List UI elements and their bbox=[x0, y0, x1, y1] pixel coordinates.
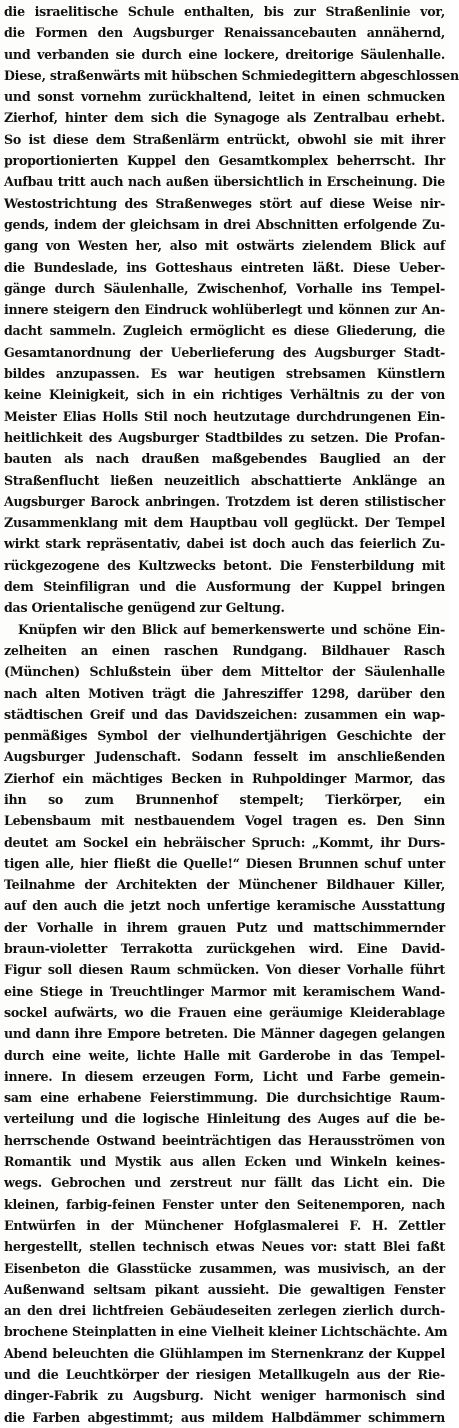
text-line: penmäßiges Symbol der vielhundertjährigen Geschichte der bbox=[4, 728, 445, 744]
text-line: bauten als nach draußen maßgebendes Bauglied an der bbox=[4, 451, 445, 467]
text-line: und die Leuchtkörper der riesigen Metallkugeln aus der Rie- bbox=[4, 1367, 445, 1382]
text-line: und verbanden sie durch eine lockere, dreitorige Säulenhalle. bbox=[4, 46, 445, 62]
text-line: nach alten Motiven trägt die Jahresziffer 1298, darüber den bbox=[4, 685, 445, 701]
text-line: Entwürfen in der Münchener Hofglasmalerei F. H. Zettler bbox=[4, 1217, 445, 1233]
text-line: Zierhof ein mächtiges Becken in Ruhpoldinger Marmor, das bbox=[4, 770, 445, 786]
text-line: hergestellt, stellen technisch etwas Neues vor: statt Blei faßt bbox=[4, 1239, 445, 1255]
text-line: auf den auch die jetzt noch unfertige keramische Ausstattung bbox=[4, 898, 445, 914]
text-line: gänge durch Säulenhalle, Zwischenhof, Vorhalle ins Tempel- bbox=[4, 280, 445, 296]
text-line: und dann ihre Empore betreten. Die Männer dagegen gelangen bbox=[4, 1026, 445, 1042]
text-line: keine Kleinigkeit, sich in ein richtiges Verhältnis zu der von bbox=[4, 387, 445, 403]
text-line: Knüpfen wir den Blick auf bemerkenswerte und schöne Ein- bbox=[18, 621, 445, 637]
text-line: Zusammenklang mit dem Hauptbau voll geglückt. Der Tempel bbox=[4, 515, 445, 531]
text-line: Diese, straßenwärts mit hübschen Schmiedegittern abgeschlossen bbox=[4, 67, 459, 83]
text-line: verteilung und die logische Hinleitung des Auges auf die be- bbox=[4, 1111, 445, 1127]
text-line: Teilnahme der Architekten der Münchener Bildhauer Killer, bbox=[4, 877, 445, 893]
text-line: bildes anzupassen. Es war heutigen strebsamen Künstlern bbox=[4, 366, 445, 382]
text-line: Außenwand seltsam pikant aussieht. Die gewaltigen Fenster bbox=[4, 1281, 445, 1297]
text-line: Augsburger Judenschaft. Sodann fesselt im anschließenden bbox=[4, 749, 445, 765]
text-line: gends, indem der gleichsam in drei Abschnitten erfolgende Zu- bbox=[4, 216, 445, 232]
text-line: heitlichkeit des Augsburger Stadtbildes zu setzen. Die Profan- bbox=[4, 429, 445, 445]
text-line: die Formen den Augsburger Renaissancebauten annähernd, bbox=[4, 25, 445, 41]
text-line: eine Stiege in Treuchtlinger Marmor mit keramischem Wand- bbox=[4, 983, 445, 999]
text-line: Gesamtanordnung der Ueberlieferung des Augsburger Stadt- bbox=[4, 344, 445, 360]
text-line: dacht sammeln. Zugleich ermöglicht es diese Gliederung, die bbox=[4, 323, 445, 339]
text-line: die Bundeslade, ins Gotteshaus eintreten läßt. Diese Ueber- bbox=[4, 259, 445, 275]
text-line: das Orientalische genügend zur Geltung. bbox=[4, 600, 285, 616]
text-line: Augsburger Barock anbringen. Trotzdem ist deren stilistischer bbox=[4, 493, 445, 509]
text-line: Straßenflucht ließen neuzeitlich abschattierte Anklänge an bbox=[4, 472, 445, 488]
text-line: an den drei lichtfreien Gebäudeseiten zerlegen zierlich durch- bbox=[4, 1303, 445, 1319]
text-line: innere steigern den Eindruck wohlüberlegt und können zur An- bbox=[4, 302, 445, 318]
text-line: und sonst vornehm zurückhaltend, leitet in einen schmucken bbox=[4, 89, 445, 105]
text-line: wirkt stark repräsentativ, dabei ist doch auch das feierlich Zu- bbox=[4, 536, 445, 552]
text-line: Figur soll diesen Raum schmücken. Von dieser Vorhalle führt bbox=[4, 962, 445, 978]
text-line: dem Steinfiligran und die Ausformung der Kuppel bringen bbox=[4, 579, 445, 595]
text-line: der Vorhalle in ihrem grauen Putz und mattschimmernder bbox=[4, 919, 445, 935]
text-line: Zierhof, hinter dem sich die Synagoge als Zentralbau erhebt. bbox=[4, 110, 445, 126]
text-line: gang von Westen her, also mit ostwärts zielendem Blick auf bbox=[4, 238, 445, 254]
text-line: zelheiten an einen raschen Rundgang. Bildhauer Rasch bbox=[4, 642, 445, 658]
text-line: ihn so zum Brunnenhof stempelt; Tierkörper, ein bbox=[4, 791, 445, 807]
text-line: herrschende Ostwand beeinträchtigen das Herausströmen von bbox=[4, 1132, 445, 1148]
text-line: proportionierten Kuppel den Gesamtkomplex beherrscht. Ihr bbox=[4, 153, 445, 169]
text-line: innere. In diesem erzeugen Form, Licht und Farbe gemein- bbox=[4, 1068, 445, 1084]
text-line: die israelitische Schule enthalten, bis zur Straßenlinie vor, bbox=[4, 4, 445, 19]
text-line: So ist diese dem Straßenlärm entrückt, obwohl sie mit ihrer bbox=[4, 131, 445, 147]
text-line: rückgezogene des Kultzwecks betont. Die Fensterbildung mit bbox=[4, 557, 445, 573]
text-line: brochene Steinplatten in eine Vielheit kleiner Lichtschächte. Am bbox=[4, 1324, 448, 1340]
text-line: die Farben abgestimmt; aus mildem Halbdämmer schimmern bbox=[4, 1409, 445, 1425]
text-line: Lebensbaum mit nestbauendem Vogel tragen es. Den Sinn bbox=[4, 813, 445, 829]
text-line: sockel aufwärts, wo die Frauen eine geräumige Kleiderablage bbox=[4, 1004, 445, 1020]
text-line: braun-violetter Terrakotta zurückgehen wird. Eine David- bbox=[4, 941, 445, 957]
text-line: Aufbau tritt auch nach außen übersichtlich in Erscheinung. Die bbox=[4, 174, 445, 190]
text-line: durch eine weite, lichte Halle mit Garderobe in das Tempel- bbox=[4, 1047, 445, 1063]
text-line: Eisenbeton die Glasstücke zusammen, was musivisch, an der bbox=[4, 1260, 445, 1276]
text-line: tigen alle, hier fließt die Quelle!“ Diesen Brunnen schuf unter bbox=[4, 855, 445, 871]
text-line: sam eine erhabene Feierstimmung. Die durchsichtige Raum- bbox=[4, 1090, 445, 1106]
text-line: wegs. Gebrochen und zerstreut nur fällt das Licht ein. Die bbox=[4, 1175, 445, 1191]
text-column bbox=[4, 1, 459, 1428]
text-line: deutet am Sockel ein hebräischer Spruch: „Kommt, ihr Durs- bbox=[4, 834, 445, 850]
text-line: Abend beleuchten die Glühlampen im Sternenkranz der Kuppel bbox=[4, 1345, 445, 1361]
text-line: städtischen Greif und das Davidszeichen: zusammen ein wap- bbox=[4, 706, 445, 722]
text-line: (München) Schlußstein über dem Mitteltor der Säulenhalle bbox=[4, 664, 445, 680]
text-line: Romantik und Mystik aus allen Ecken und Winkeln keines- bbox=[4, 1154, 445, 1170]
text-line: kleinen, farbig-feinen Fenster unter den Seitenemporen, nach bbox=[4, 1196, 445, 1212]
text-line: Meister Elias Holls Stil noch heutzutage durchdrungenen Ein- bbox=[4, 408, 445, 424]
text-line: Westostrichtung des Straßenweges stört auf diese Weise nir- bbox=[4, 195, 445, 211]
text-line: dinger-Fabrik zu Augsburg. Nicht weniger harmonisch sind bbox=[4, 1388, 445, 1404]
